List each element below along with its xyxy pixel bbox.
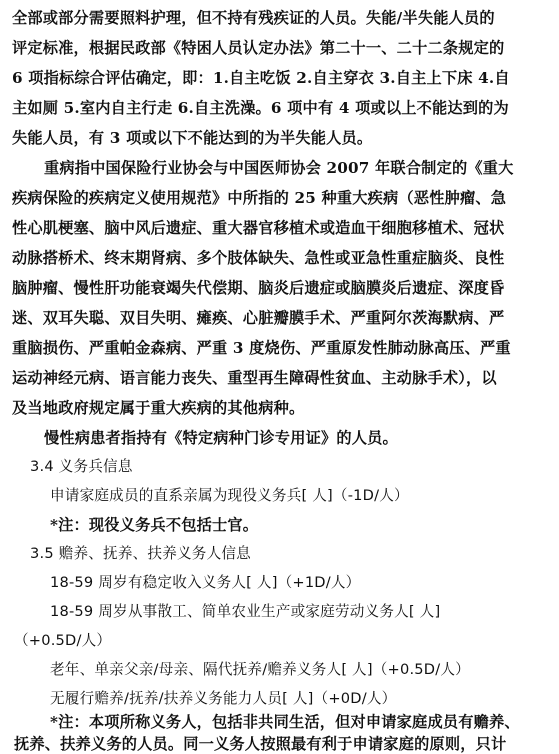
form-field-line: 老年、单亲父亲/母亲、隔代抚养/赡养义务人[ 人]（+0.5D/人） xyxy=(50,661,470,678)
text-line: 动脉搭桥术、终末期肾病、多个肢体缺失、急性或亚急性重症脑炎、良性 xyxy=(12,249,505,267)
text-line: 全部或部分需要照料护理，但不持有残疾证的人员。失能/半失能人员的 xyxy=(12,9,495,27)
text-line: 慢性病患者指持有《特定病种门诊专用证》的人员。 xyxy=(44,429,398,447)
note-line: *注：现役义务兵不包括士官。 xyxy=(50,516,259,534)
section-heading: 3.5 赡养、抚养、扶养义务人信息 xyxy=(30,545,251,562)
form-field-line: （+0.5D/人） xyxy=(14,632,112,649)
text-line: 失能人员，有 3 项或以下不能达到的为半失能人员。 xyxy=(12,129,373,147)
text-line: 迷、双耳失聪、双目失明、瘫痪、心脏瓣膜手术、严重阿尔茨海默病、严 xyxy=(12,309,505,327)
note-line: *注：本项所称义务人，包括非共同生活，但对申请家庭成员有赡养、 xyxy=(50,713,520,731)
form-field-line: 18-59 周岁从事散工、简单农业生产或家庭劳动义务人[ 人] xyxy=(50,603,441,620)
text-line: 及当地政府规定属于重大疾病的其他病种。 xyxy=(12,399,305,417)
text-line: 运动神经元病、语言能力丧失、重型再生障碍性贫血、主动脉手术），以 xyxy=(12,369,497,387)
text-line: 性心肌梗塞、脑中风后遗症、重大器官移植术或造血干细胞移植术、冠状 xyxy=(12,219,505,237)
note-line: 抚养、扶养义务的人员。同一义务人按照最有利于申请家庭的原则，只计 xyxy=(14,735,507,753)
text-line: 重脑损伤、严重帕金森病、严重 3 度烧伤、严重原发性肺动脉高压、严重 xyxy=(12,339,511,357)
form-field-line: 18-59 周岁有稳定收入义务人[ 人]（+1D/人） xyxy=(50,574,361,591)
text-line: 疾病保险的疾病定义使用规范》中所指的 25 种重大疾病（恶性肿瘤、急 xyxy=(12,189,507,207)
text-line: 脑肿瘤、慢性肝功能衰竭失代偿期、脑炎后遗症或脑膜炎后遗症、深度昏 xyxy=(12,279,505,297)
text-line: 主如厕 5.室内自主行走 6.自主洗澡。6 项中有 4 项或以上不能达到的为 xyxy=(12,99,509,117)
form-field-line: 无履行赡养/抚养/扶养义务能力人员[ 人]（+0D/人） xyxy=(50,690,397,707)
section-heading: 3.4 义务兵信息 xyxy=(30,458,133,475)
text-line: 重病指中国保险行业协会与中国医师协会 2007 年联合制定的《重大 xyxy=(44,159,514,177)
text-line: 评定标准，根据民政部《特困人员认定办法》第二十一、二十二条规定的 xyxy=(12,39,505,57)
text-line: 6 项指标综合评估确定，即：1.自主吃饭 2.自主穿衣 3.自主上下床 4.自 xyxy=(12,69,510,87)
form-field-line: 申请家庭成员的直系亲属为现役义务兵[ 人]（-1D/人） xyxy=(50,487,409,504)
